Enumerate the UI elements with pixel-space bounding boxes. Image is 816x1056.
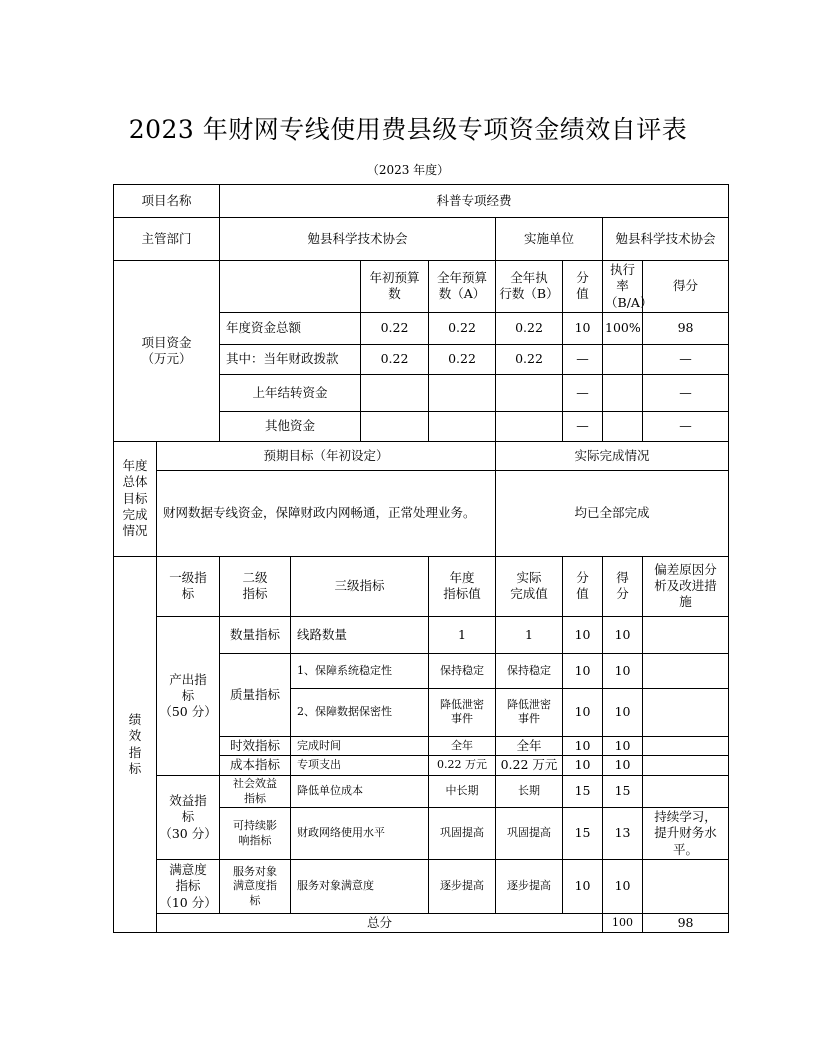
funds-cell [603,344,643,374]
actual-completion-text: 均已全部完成 [496,470,729,556]
indicator-actual: 巩固提高 [496,808,563,860]
impl-unit-value: 勉县科学技术协会 [603,218,729,261]
indicator-header-cell: 一级指 标 [157,556,220,616]
funds-cell [603,374,643,411]
indicator-l3: 降低单位成本 [291,776,429,808]
total-row [114,914,729,933]
indicator-target: 巩固提高 [429,808,496,860]
indicator-got: 10 [603,736,643,755]
indicator-l3: 2、保障数据保密性 [291,688,429,736]
indicator-score: 10 [563,756,603,776]
funds-cell: — [643,411,729,441]
funds-cell: 0.22 [496,344,563,374]
funds-cell: 0.22 [361,312,429,344]
indicator-l2: 可持续影 响指标 [220,808,291,860]
indicator-header-cell: 实际 完成值 [496,556,563,616]
funds-cell: — [643,374,729,411]
funds-header-cell: 全年执 行数（B） [496,261,563,313]
indicator-l2: 时效指标 [220,736,291,755]
indicator-row [114,776,729,808]
funds-cell: 100% [603,312,643,344]
dept-label: 主管部门 [114,218,220,261]
funds-header-cell: 全年预算 数（A） [429,261,496,313]
funds-cell: 0.22 [429,312,496,344]
indicator-note [643,776,729,808]
funds-cell [429,374,496,411]
indicator-l3: 财政网络使用水平 [291,808,429,860]
goals-content-row [114,470,729,556]
indicator-actual: 降低泄密 事件 [496,688,563,736]
indicator-got: 10 [603,616,643,653]
indicator-l3: 线路数量 [291,616,429,653]
indicator-note [643,860,729,914]
project-name-row [114,185,729,218]
funds-cell: 0.22 [496,312,563,344]
indicators-header-row [114,556,729,616]
page-title: 2023 年财网专线使用费县级专项资金绩效自评表 [128,115,688,144]
indicator-score: 10 [563,616,603,653]
impl-unit-label: 实施单位 [496,218,603,261]
indicator-note [643,736,729,755]
indicator-l2: 数量指标 [220,616,291,653]
funds-header-cell: 执行率 （B/A） [603,261,643,313]
indicator-note [643,756,729,776]
indicator-l2: 社会效益 指标 [220,776,291,808]
indicator-score: 15 [563,808,603,860]
indicator-target: 逐步提高 [429,860,496,914]
indicator-got: 10 [603,860,643,914]
indicator-l3: 完成时间 [291,736,429,755]
indicator-got: 10 [603,688,643,736]
funds-cell: — [563,374,603,411]
indicator-header-cell: 得 分 [603,556,643,616]
indicator-actual: 0.22 万元 [496,756,563,776]
indicator-header-cell: 年度 指标值 [429,556,496,616]
indicator-note [643,653,729,688]
benefit-indicator-label: 效益指 标 （30 分） [157,776,220,860]
indicator-header-cell: 分 值 [563,556,603,616]
deviation-note: 持续学习， 提升财务水 平。 [643,808,729,860]
funds-header-row [114,261,729,313]
funds-cell: 10 [563,312,603,344]
project-name-value: 科普专项经费 [220,185,729,218]
output-indicator-label: 产出指 标 （50 分） [157,616,220,775]
funds-cell [496,374,563,411]
indicator-score: 15 [563,776,603,808]
funds-row-name: 其中：当年财政拨款 [220,344,361,374]
indicator-actual: 长期 [496,776,563,808]
total-got: 98 [643,914,729,933]
total-score: 100 [603,914,643,933]
indicator-target: 降低泄密 事件 [429,688,496,736]
indicator-note [643,688,729,736]
total-label: 总分 [157,914,603,933]
indicator-got: 15 [603,776,643,808]
funds-cell: — [563,411,603,441]
funds-row-name: 其他资金 [220,411,361,441]
indicator-target: 中长期 [429,776,496,808]
indicator-l3: 专项支出 [291,756,429,776]
funds-header-cell: 分 值 [563,261,603,313]
funds-cell [496,411,563,441]
funds-cell: — [643,344,729,374]
indicator-actual: 1 [496,616,563,653]
indicators-label: 绩 效 指 标 [114,556,157,933]
indicator-score: 10 [563,736,603,755]
indicator-target: 1 [429,616,496,653]
funds-header-cell: 得分 [643,261,729,313]
department-row [114,218,729,261]
funds-row-name: 年度资金总额 [220,312,361,344]
indicator-l3: 服务对象满意度 [291,860,429,914]
indicator-got: 10 [603,756,643,776]
actual-completion-header: 实际完成情况 [496,441,729,470]
expected-goal-header: 预期目标（年初设定） [157,441,496,470]
funds-cell: 0.22 [429,344,496,374]
funds-cell: 0.22 [361,344,429,374]
funds-header-cell: 年初预算 数 [361,261,429,313]
funds-cell [361,374,429,411]
funds-cell [361,411,429,441]
funds-cell [603,411,643,441]
funds-cell: 98 [643,312,729,344]
indicator-l2: 服务对象 满意度指 标 [220,860,291,914]
satisfaction-indicator-label: 满意度 指标 （10 分） [157,860,220,914]
indicator-header-cell: 三级指标 [291,556,429,616]
indicator-note [643,616,729,653]
goals-header-row [114,441,729,470]
indicator-actual: 保持稳定 [496,653,563,688]
funds-cell: — [563,344,603,374]
indicator-l2: 成本指标 [220,756,291,776]
indicator-header-cell: 偏差原因分 析及改进措 施 [643,556,729,616]
indicator-target: 0.22 万元 [429,756,496,776]
project-name-label: 项目名称 [114,185,220,218]
indicator-row [114,860,729,914]
indicator-row [114,616,729,653]
dept-value: 勉县科学技术协会 [220,218,496,261]
indicator-got: 13 [603,808,643,860]
indicator-actual: 全年 [496,736,563,755]
indicator-target: 保持稳定 [429,653,496,688]
indicator-score: 10 [563,653,603,688]
funds-cell [429,411,496,441]
indicator-l3: 1、保障系统稳定性 [291,653,429,688]
expected-goal-text: 财网数据专线资金，保障财政内网畅通，正常处理业务。 [157,470,496,556]
indicator-actual: 逐步提高 [496,860,563,914]
indicator-header-cell: 二级 指标 [220,556,291,616]
indicator-score: 10 [563,688,603,736]
funds-row-name: 上年结转资金 [220,374,361,411]
funds-label: 项目资金 （万元） [114,261,220,442]
goals-label: 年度 总体 目标 完成 情况 [114,441,157,556]
indicator-target: 全年 [429,736,496,755]
indicator-l2: 质量指标 [220,653,291,736]
indicator-got: 10 [603,653,643,688]
evaluation-table [113,184,729,933]
funds-header-blank [220,261,361,313]
indicator-score: 10 [563,860,603,914]
page-subtitle: （2023 年度） [366,163,450,177]
